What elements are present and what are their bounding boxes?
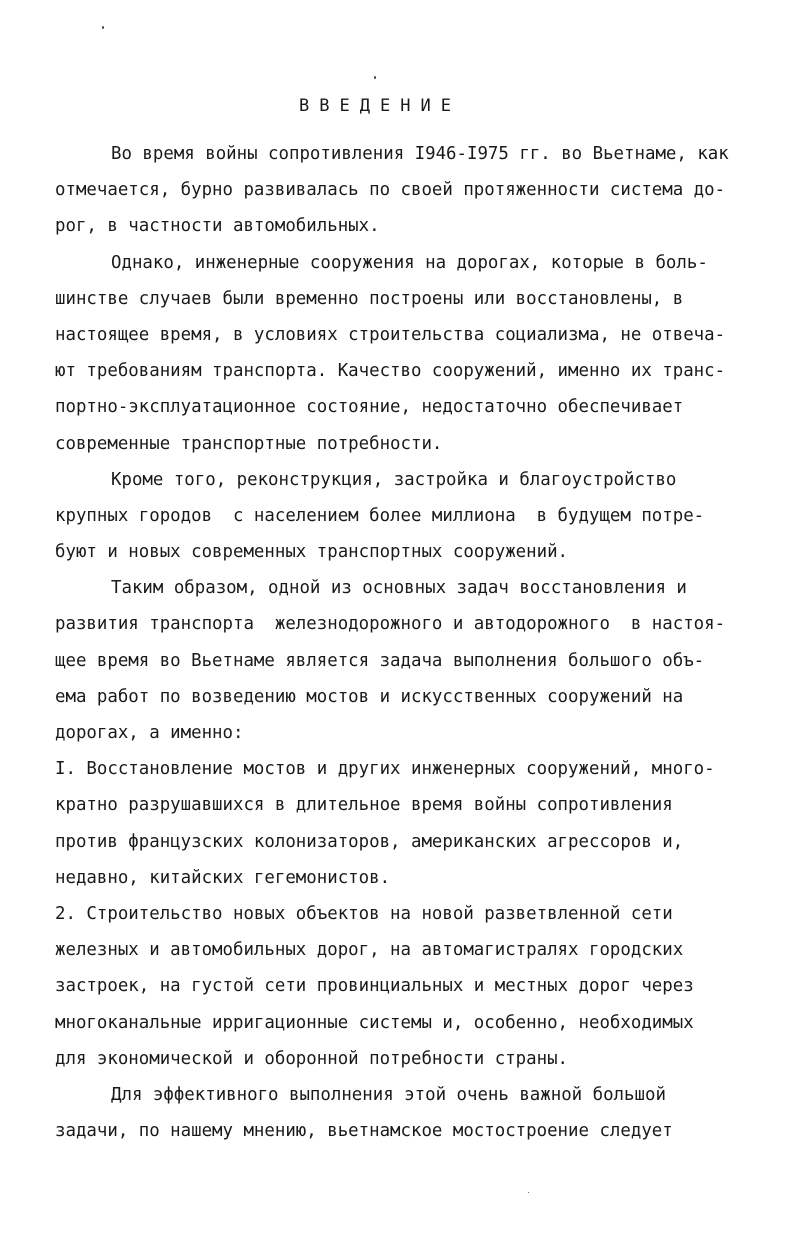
text-line: настоящее время, в условиях строительства социализма, не отвеча-	[55, 324, 726, 345]
text-line: шинстве случаев были временно построены или восстановлены, в	[55, 288, 684, 309]
text-line: I. Восстановление мостов и других инженерных сооружений, много-	[55, 759, 715, 780]
section-heading: ВВЕДЕНИЕ	[299, 96, 461, 116]
text-line: развития транспорта железнодорожного и автодорожного в настоя-	[55, 614, 726, 635]
text-line: недавно, китайских гегемонистов.	[55, 867, 391, 888]
text-line: крупных городов с населением более миллиона в будущем потре-	[55, 505, 705, 526]
text-line: Таким образом, одной из основных задач восстановления и	[111, 578, 687, 599]
scan-speck	[528, 1192, 529, 1193]
text-line: щее время во Вьетнаме является задача выполнения большого объ-	[55, 650, 705, 671]
text-line: буют и новых современных транспортных сооружений.	[55, 542, 569, 563]
text-line: отмечается, бурно развивалась по своей протяженности система до-	[55, 180, 726, 201]
text-line: ема работ по возведению мостов и искусственных сооружений на	[55, 686, 684, 707]
text-line: ют требованиям транспорта. Качество сооружений, именно их транс-	[55, 361, 726, 382]
text-line: Однако, инженерные сооружения на дорогах, которые в боль-	[111, 252, 708, 273]
scan-speck	[374, 76, 376, 79]
text-line: железных и автомобильных дорог, на автомагистралях городских	[55, 940, 684, 961]
body-text	[55, 136, 767, 1149]
text-line: Кроме того, реконструкция, застройка и благоустройство	[111, 469, 677, 490]
text-line: кратно разрушавшихся в длительное время войны сопротивления	[55, 795, 673, 816]
text-line: многоканальные ирригационные системы и, особенно, необходимых	[55, 1012, 694, 1033]
text-line: 2. Строительство новых объектов на новой разветвленной сети	[55, 903, 673, 924]
text-line: рог, в частности автомобильных.	[55, 216, 380, 237]
text-line: Во время войны сопротивления I946-I975 гг. во Вьетнаме, как	[111, 144, 729, 164]
text-line: против французских колонизаторов, американских агрессоров и,	[55, 831, 684, 852]
text-line: дорогах, а именно:	[55, 723, 244, 743]
scan-speck	[102, 26, 104, 29]
text-line: для экономической и оборонной потребности страны.	[55, 1048, 569, 1069]
text-line: задачи, по нашему мнению, вьетнамское мостостроение следует	[55, 1121, 673, 1142]
text-line: портно-эксплуатационное состояние, недостаточно обеспечивает	[55, 397, 684, 418]
text-line: современные транспортные потребности.	[55, 433, 443, 454]
text-line: застроек, на густой сети провинциальных и местных дорог через	[55, 976, 694, 997]
text-line: Для эффективного выполнения этой очень важной большой	[111, 1084, 666, 1105]
